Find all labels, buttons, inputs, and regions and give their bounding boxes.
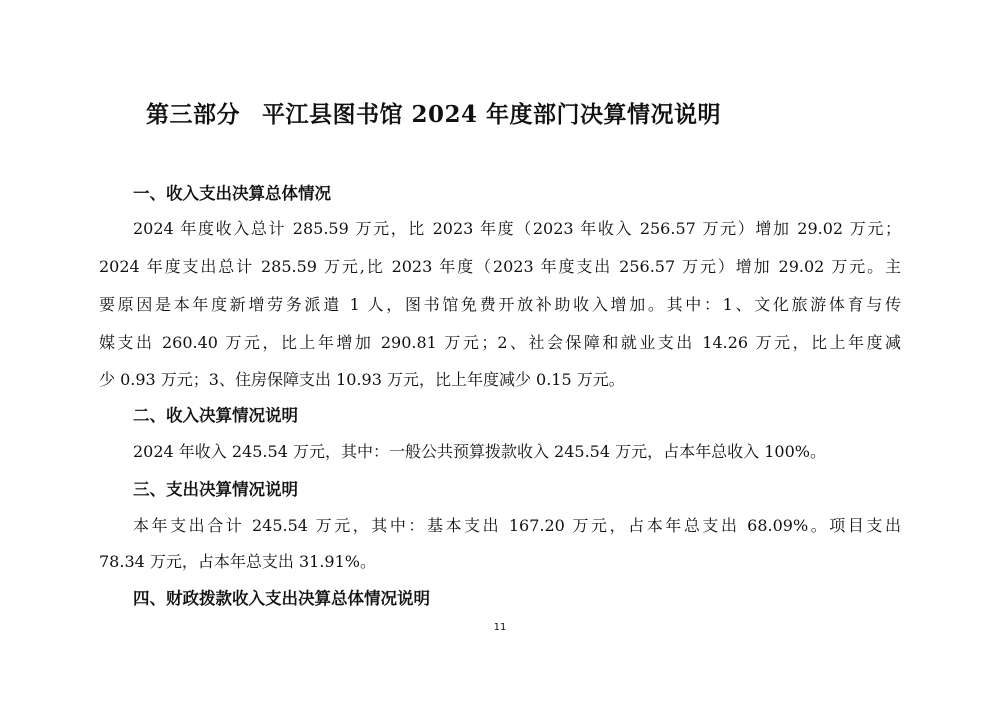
section-1-line-3: 要原因是本年度新增劳务派遣 1 人，图书馆免费开放补助收入增加。其中：1、文化旅游体育与传 (99, 295, 901, 314)
section-heading-3: 三、支出决算情况说明 (133, 480, 298, 499)
section-3-line-1: 本年支出合计 245.54 万元，其中：基本支出 167.20 万元，占本年总支出 68.09%。项目支出 (133, 516, 901, 535)
section-heading-2: 二、收入决算情况说明 (133, 406, 298, 425)
title-part: 第三部分 (146, 101, 240, 128)
section-1-line-2: 2024 年度支出总计 285.59 万元,比 2023 年度（2023 年度支出 256.57 万元）增加 29.02 万元。主 (99, 257, 901, 276)
title-name: 平江县图书馆 2024 年度部门决算情况说明 (262, 101, 722, 128)
section-2-line-1: 2024 年收入 245.54 万元，其中：一般公共预算拨款收入 245.54 万元，占本年总收入 100%。 (133, 442, 826, 461)
page-title (146, 96, 721, 129)
section-1-line-4: 媒支出 260.40 万元，比上年增加 290.81 万元；2、社会保障和就业支出 14.26 万元，比上年度减 (99, 333, 901, 352)
section-1-line-1: 2024 年度收入总计 285.59 万元，比 2023 年度（2023 年收入 256.57 万元）增加 29.02 万元； (133, 219, 901, 238)
section-3-line-2: 78.34 万元，占本年总支出 31.91%。 (99, 552, 376, 571)
section-1-line-5: 少 0.93 万元；3、住房保障支出 10.93 万元，比上年度减少 0.15 万元。 (99, 370, 625, 389)
section-heading-4: 四、财政拨款收入支出决算总体情况说明 (133, 589, 430, 608)
page-number: 11 (493, 622, 507, 633)
section-heading-1: 一、收入支出决算总体情况 (133, 184, 331, 203)
